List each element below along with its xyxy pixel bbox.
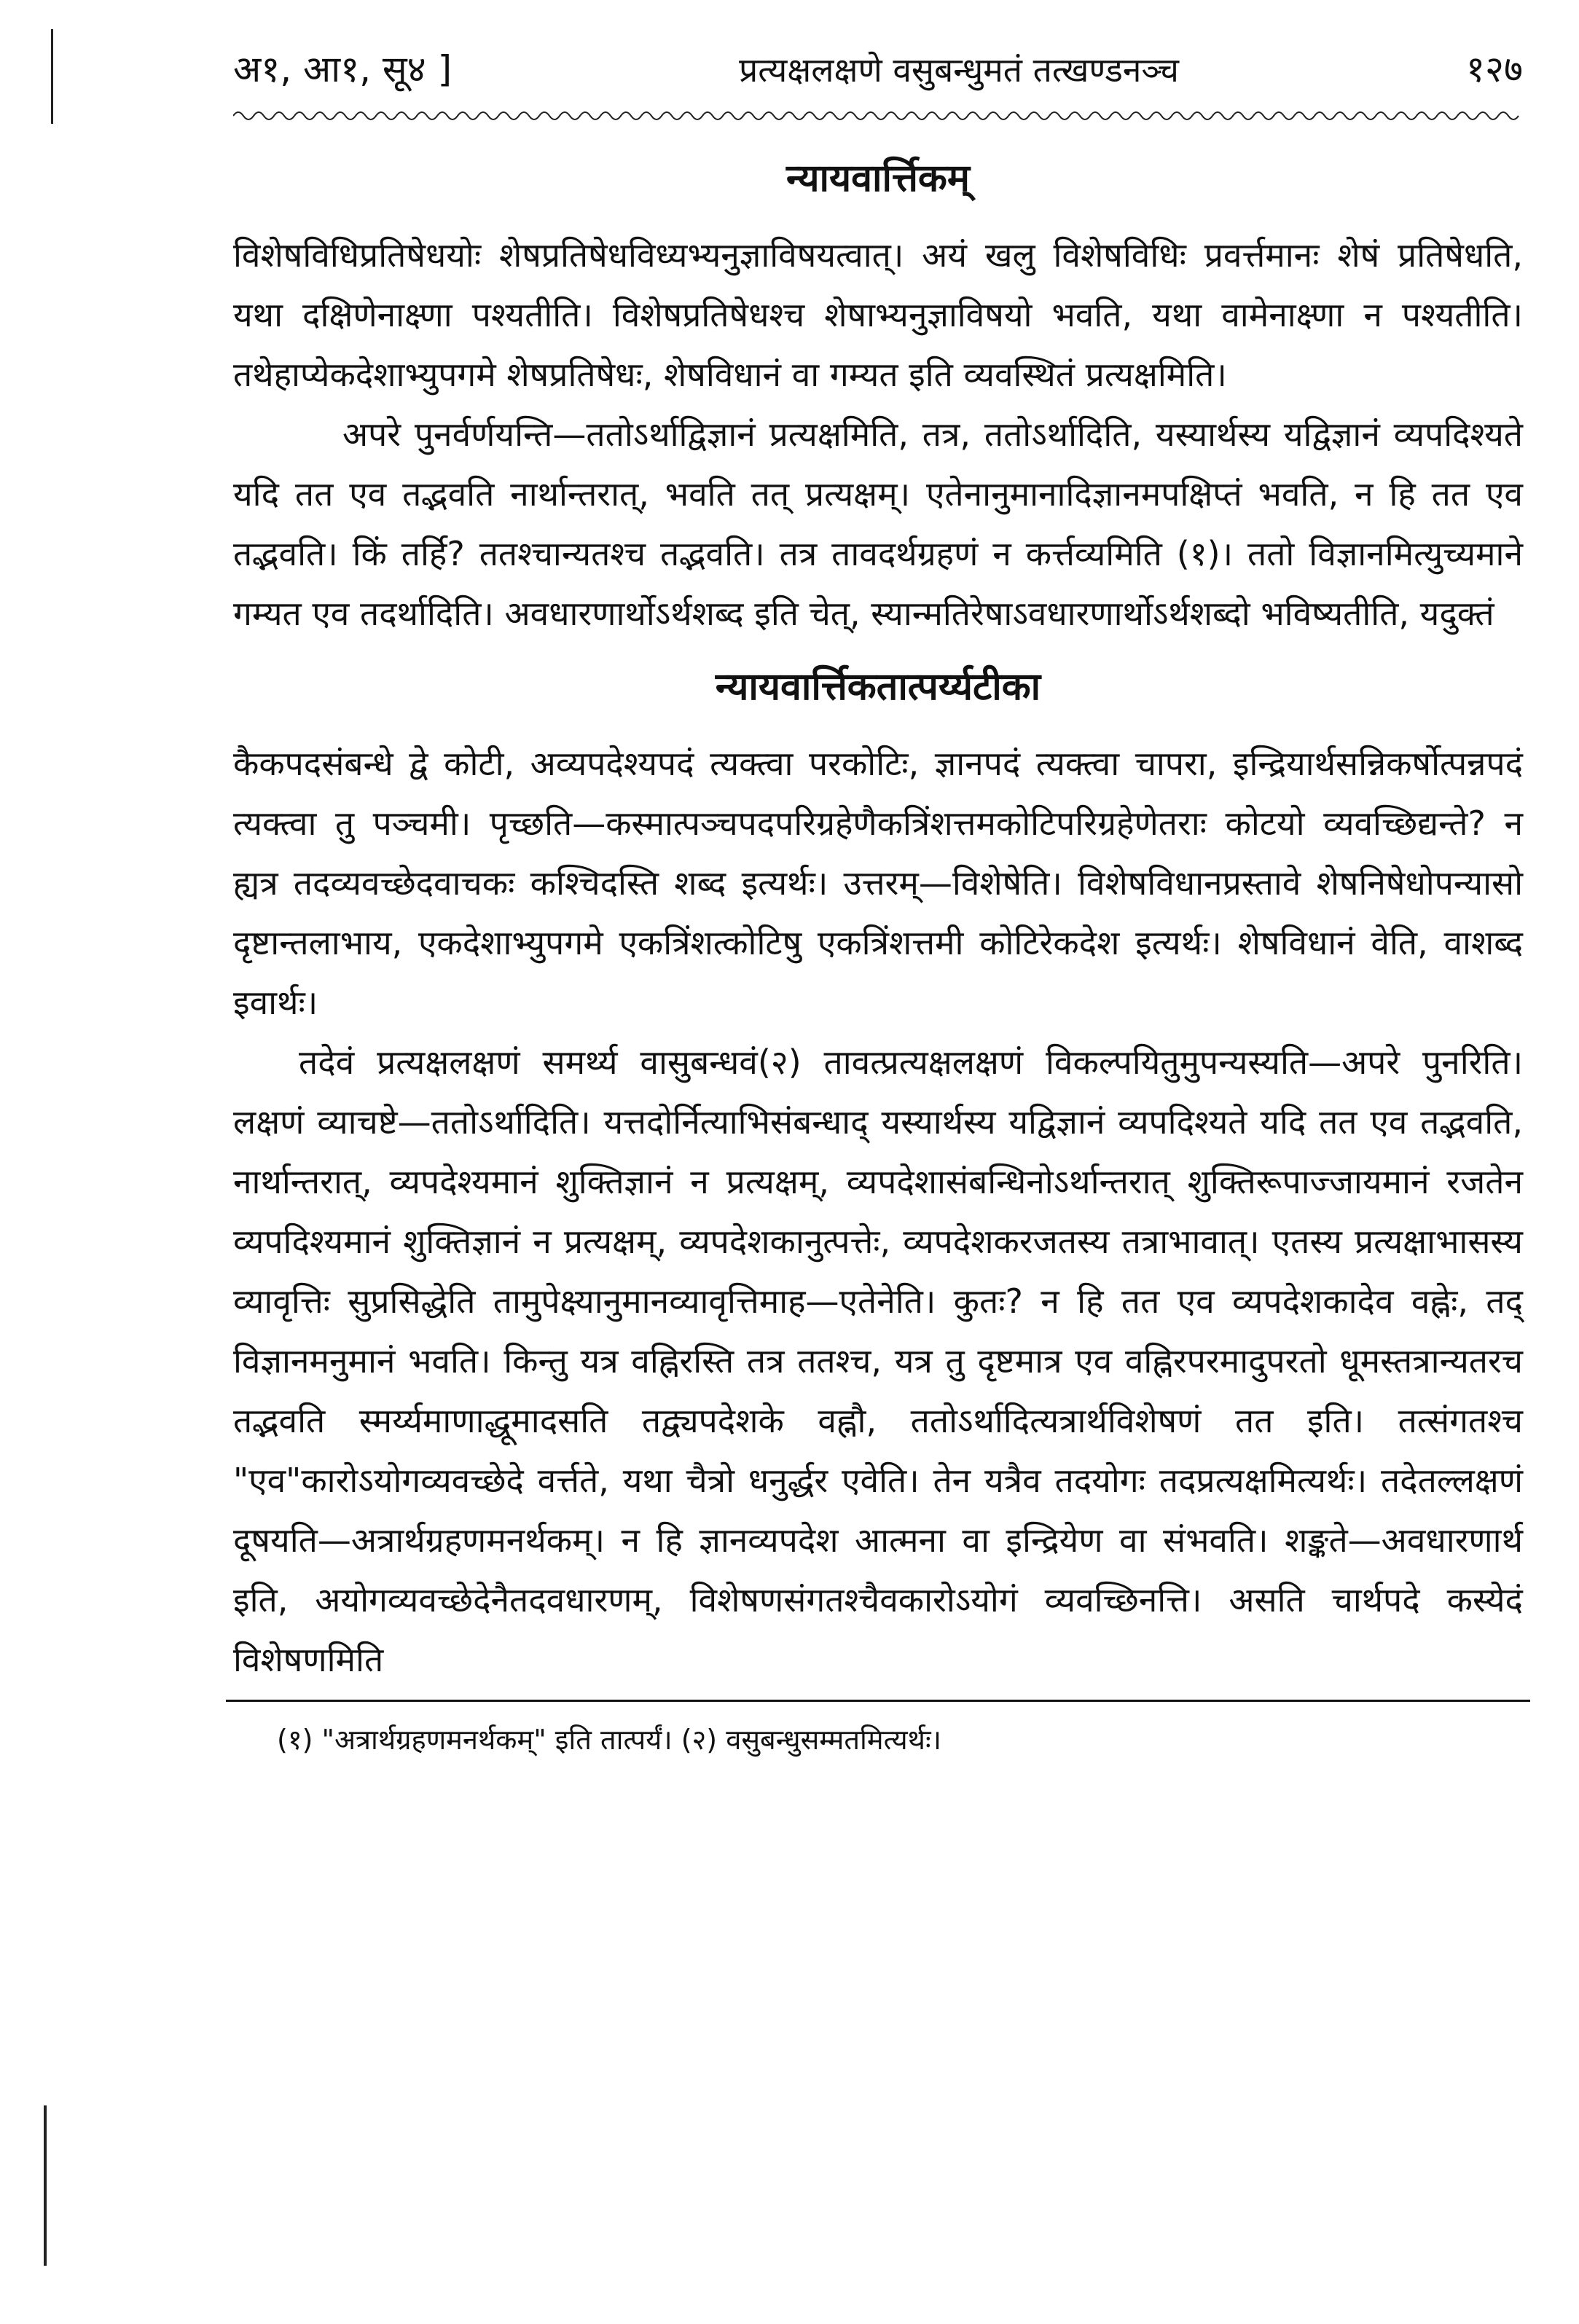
page — [233, 44, 1523, 1762]
header-left: अ१, आ१, सू४ ] — [233, 48, 452, 90]
vartika-paragraph-2: अपरे पुनर्वर्णयन्ति—ततोऽर्थाद्विज्ञानं प्रत्यक्षमिति, तत्र, ततोऽर्थादिति, यस्यार्थस्य यद्विज्ञानं व्यपदिश्यते यदि तत एव तद्भवति नार्थान्तरात्, भवति तत् प्रत्यक्षम्। एतेनानुमानादिज्ञानमपक्षिप्तं भवति, न हि तत एव तद्भवति। किं तर्हि? ततश्चान्यतश्च तद्भवति। तत्र तावदर्थग्रहणं न कर्त्तव्यमिति (१)। ततो विज्ञानमित्युच्यमाने गम्यत एव तदर्थादिति। अवधारणार्थोऽर्थशब्द इति चेत्, स्यान्मतिरेषाऽवधारणार्थोऽर्थशब्दो भविष्यतीति, यदुक्तं — [233, 415, 1523, 633]
scan-margin-line-top — [51, 29, 53, 124]
header-title: प्रत्यक्षलक्षणे वसुबन्धुमतं तत्खण्डनञ्च — [739, 50, 1179, 90]
footnotes: (१) "अत्रार्थग्रहणमनर्थकम्" इति तात्पर्यं। (२) वसुबन्धुसम्मतमित्यर्थः। — [277, 1724, 942, 1756]
scan-margin-line — [44, 2105, 47, 2266]
section-title-vartika: न्यायवार्त्तिकम् — [786, 157, 970, 200]
vartika-paragraph-1: विशेषविधिप्रतिषेधयोः शेषप्रतिषेधविध्यभ्यनुज्ञाविषयत्वात्। अयं खलु विशेषविधिः प्रवर्त्तमानः शेषं प्रतिषेधति, यथा दक्षिणेनाक्ष्णा पश्यतीति। विशेषप्रतिषेधश्च शेषाभ्यनुज्ञाविषयो भवति, यथा वामेनाक्ष्णा न पश्यतीति। तथेहाप्येकदेशाभ्युपगमे शेषप्रतिषेधः, शेषविधानं वा गम्यत इति व्यवस्थितं प्रत्यक्षमिति। — [233, 235, 1523, 394]
wavy-rule — [233, 109, 1523, 123]
section-title-tika: न्यायवार्त्तिकतात्पर्य्यटीका — [715, 665, 1041, 709]
page-number: १२७ — [1466, 48, 1523, 90]
footnote-rule — [226, 1700, 1530, 1702]
tika-paragraph-1: कैकपदसंबन्धे द्वे कोटी, अव्यपदेश्यपदं त्यक्त्वा परकोटिः, ज्ञानपदं त्यक्त्वा चापरा, इन्द्रियार्थसन्निकर्षोत्पन्नपदं त्यक्त्वा तु पञ्चमी। पृच्छति—कस्मात्पञ्चपदपरिग्रहेणैकत्रिंशत्तमकोटिपरिग्रहेणेतराः कोटयो व्यवच्छिद्यन्ते? न ह्यत्र तदव्यवच्छेदवाचकः कश्चिदस्ति शब्द इत्यर्थः। उत्तरम्—विशेषेति। विशेषविधानप्रस्तावे शेषनिषेधोपन्यासो दृष्टान्तलाभाय, एकदेशाभ्युपगमे एकत्रिंशत्कोटिषु एकत्रिंशत्तमी कोटिरेकदेश इत्यर्थः। शेषविधानं वेति, वाशब्द इवार्थः। — [233, 744, 1523, 1022]
running-header — [233, 44, 1523, 109]
tika-paragraph-2: तदेवं प्रत्यक्षलक्षणं समर्थ्य वासुबन्धवं(२) तावत्प्रत्यक्षलक्षणं विकल्पयितुमुपन्यस्यति—अपरे पुनरिति। लक्षणं व्याचष्टे—ततोऽर्थादिति। यत्तदोर्नित्याभिसंबन्धाद् यस्यार्थस्य यद्विज्ञानं व्यपदिश्यते यदि तत एव तद्भवति, नार्थान्तरात्, व्यपदेश्यमानं शुक्तिज्ञानं न प्रत्यक्षम्, व्यपदेशासंबन्धिनोऽर्थान्तरात् शुक्तिरूपाज्जायमानं रजतेन व्यपदिश्यमानं शुक्तिज्ञानं न प्रत्यक्षम्, व्यपदेशकानुत्पत्तेः, व्यपदेशकरजतस्य तत्राभावात्। एतस्य प्रत्यक्षाभासस्य व्यावृत्तिः सुप्रसिद्धेति तामुपेक्ष्यानुमानव्यावृत्तिमाह—एतेनेति। कुतः? न हि तत एव व्यपदेशकादेव वह्नेः, तद् विज्ञानमनुमानं भवति। किन्तु यत्र वह्निरस्ति तत्र ततश्च, यत्र तु दृष्टमात्र एव वह्निरपरमादुपरतो धूमस्तत्रान्यतरच तद्भवति स्मर्य्यमाणाद्धूमादसति तद्व्यपदेशके वह्नौ, ततोऽर्थादित्यत्रार्थविशेषणं तत इति। तत्संगतश्च "एव"कारोऽयोगव्यवच्छेदे वर्त्तते, यथा चैत्रो धनुर्द्धर एवेति। तेन यत्रैव तदयोगः तदप्रत्यक्षमित्यर्थः। तदेतल्लक्षणं दूषयति—अत्रार्थग्रहणमनर्थकम्। न हि ज्ञानव्यपदेश आत्मना वा इन्द्रियेण वा संभवति। शङ्कते—अवधारणार्थ इति, अयोगव्यवच्छेदेनैतदवधारणम्, विशेषणसंगतश्चैवकारोऽयोगं व्यवच्छिनत्ति। असति चार्थपदे कस्येदं विशेषणमिति — [233, 1043, 1523, 1679]
